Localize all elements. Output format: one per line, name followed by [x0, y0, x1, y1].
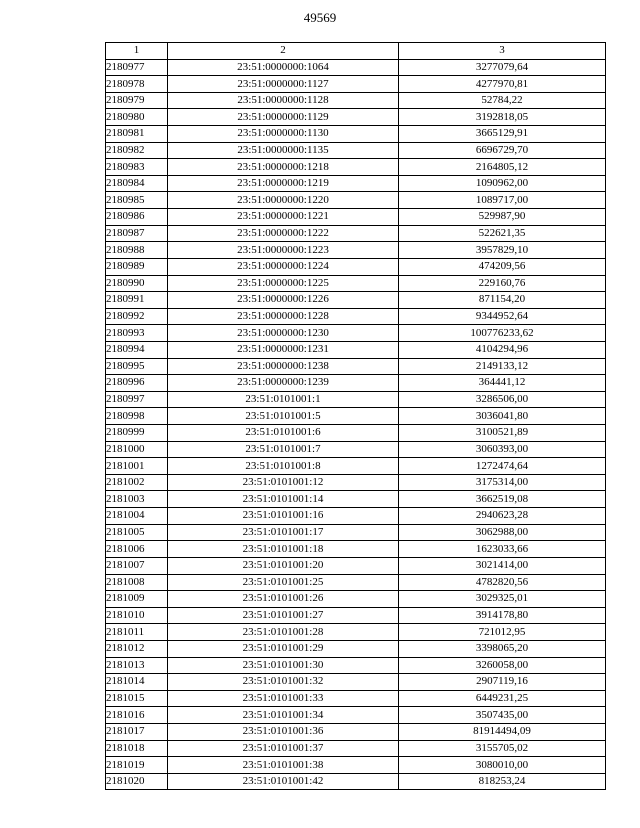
cadastral-number-cell: 23:51:0101001:7 — [168, 441, 399, 458]
row-number-cell: 2180994 — [106, 341, 168, 358]
row-number-cell: 2180993 — [106, 325, 168, 342]
cadastral-value-cell: 3507435,00 — [399, 707, 606, 724]
table-row — [106, 408, 606, 425]
row-number-cell: 2180979 — [106, 92, 168, 109]
table-row — [106, 491, 606, 508]
cadastral-number-cell: 23:51:0101001:20 — [168, 557, 399, 574]
table-row — [106, 209, 606, 226]
row-number-cell: 2181006 — [106, 541, 168, 558]
cadastral-value-cell: 4277970,81 — [399, 76, 606, 93]
table-row — [106, 142, 606, 159]
table-row — [106, 624, 606, 641]
header-column-3: 3 — [399, 43, 606, 60]
cadastral-value-cell: 871154,20 — [399, 292, 606, 309]
row-number-cell: 2181010 — [106, 607, 168, 624]
row-number-cell: 2180997 — [106, 391, 168, 408]
row-number-cell: 2180991 — [106, 292, 168, 309]
row-number-cell: 2180999 — [106, 425, 168, 442]
cadastral-value-cell: 3062988,00 — [399, 524, 606, 541]
row-number-cell: 2180992 — [106, 308, 168, 325]
table-row — [106, 391, 606, 408]
row-number-cell: 2181000 — [106, 441, 168, 458]
table-row — [106, 258, 606, 275]
row-number-cell: 2181019 — [106, 757, 168, 774]
row-number-cell: 2180988 — [106, 242, 168, 259]
cadastral-value-cell: 818253,24 — [399, 773, 606, 790]
cadastral-number-cell: 23:51:0000000:1222 — [168, 225, 399, 242]
cadastral-value-cell: 229160,76 — [399, 275, 606, 292]
row-number-cell: 2180977 — [106, 59, 168, 76]
cadastral-value-cell: 3662519,08 — [399, 491, 606, 508]
cadastral-value-cell: 3957829,10 — [399, 242, 606, 259]
header-column-1: 1 — [106, 43, 168, 60]
cadastral-number-cell: 23:51:0000000:1225 — [168, 275, 399, 292]
cadastral-number-cell: 23:51:0101001:26 — [168, 591, 399, 608]
cadastral-number-cell: 23:51:0101001:14 — [168, 491, 399, 508]
cadastral-value-cell: 6696729,70 — [399, 142, 606, 159]
cadastral-number-cell: 23:51:0101001:5 — [168, 408, 399, 425]
cadastral-value-cell: 4782820,56 — [399, 574, 606, 591]
row-number-cell: 2180981 — [106, 126, 168, 143]
cadastral-value-cell: 52784,22 — [399, 92, 606, 109]
row-number-cell: 2181008 — [106, 574, 168, 591]
cadastral-value-cell: 2907119,16 — [399, 674, 606, 691]
table-row — [106, 109, 606, 126]
table-row — [106, 508, 606, 525]
header-column-2: 2 — [168, 43, 399, 60]
table-row — [106, 76, 606, 93]
table-row — [106, 242, 606, 259]
cadastral-number-cell: 23:51:0000000:1231 — [168, 341, 399, 358]
cadastral-value-cell: 3080010,00 — [399, 757, 606, 774]
cadastral-value-cell: 3029325,01 — [399, 591, 606, 608]
cadastral-number-cell: 23:51:0101001:37 — [168, 740, 399, 757]
cadastral-number-cell: 23:51:0101001:29 — [168, 640, 399, 657]
cadastral-number-cell: 23:51:0101001:28 — [168, 624, 399, 641]
cadastral-number-cell: 23:51:0101001:34 — [168, 707, 399, 724]
table-row — [106, 674, 606, 691]
cadastral-number-cell: 23:51:0000000:1220 — [168, 192, 399, 209]
cadastral-value-cell: 2164805,12 — [399, 159, 606, 176]
cadastral-number-cell: 23:51:0000000:1224 — [168, 258, 399, 275]
table-row — [106, 159, 606, 176]
row-number-cell: 2181020 — [106, 773, 168, 790]
cadastral-value-cell: 100776233,62 — [399, 325, 606, 342]
cadastral-value-cell: 3060393,00 — [399, 441, 606, 458]
cadastral-number-cell: 23:51:0000000:1223 — [168, 242, 399, 259]
cadastral-number-cell: 23:51:0000000:1226 — [168, 292, 399, 309]
cadastral-value-cell: 9344952,64 — [399, 308, 606, 325]
cadastral-number-cell: 23:51:0000000:1239 — [168, 375, 399, 392]
cadastral-value-cell: 3277079,64 — [399, 59, 606, 76]
cadastral-number-cell: 23:51:0101001:1 — [168, 391, 399, 408]
table-row — [106, 59, 606, 76]
row-number-cell: 2181015 — [106, 690, 168, 707]
table-row — [106, 325, 606, 342]
cadastral-value-cell: 3192818,05 — [399, 109, 606, 126]
table-row — [106, 92, 606, 109]
table-row — [106, 591, 606, 608]
cadastral-value-cell: 6449231,25 — [399, 690, 606, 707]
table-row — [106, 458, 606, 475]
cadastral-value-cell: 364441,12 — [399, 375, 606, 392]
table-row — [106, 707, 606, 724]
table-header — [106, 43, 606, 60]
cadastral-number-cell: 23:51:0101001:18 — [168, 541, 399, 558]
cadastral-number-cell: 23:51:0000000:1129 — [168, 109, 399, 126]
row-number-cell: 2181014 — [106, 674, 168, 691]
cadastral-value-cell: 3286506,00 — [399, 391, 606, 408]
row-number-cell: 2180985 — [106, 192, 168, 209]
row-number-cell: 2181013 — [106, 657, 168, 674]
cadastral-number-cell: 23:51:0000000:1228 — [168, 308, 399, 325]
cadastral-number-cell: 23:51:0101001:12 — [168, 474, 399, 491]
cadastral-value-cell: 1272474,64 — [399, 458, 606, 475]
table-row — [106, 126, 606, 143]
cadastral-number-cell: 23:51:0101001:25 — [168, 574, 399, 591]
row-number-cell: 2180987 — [106, 225, 168, 242]
table-row — [106, 657, 606, 674]
table-row — [106, 723, 606, 740]
cadastral-value-cell: 1089717,00 — [399, 192, 606, 209]
row-number-cell: 2181009 — [106, 591, 168, 608]
cadastral-number-cell: 23:51:0000000:1127 — [168, 76, 399, 93]
cadastral-value-table — [105, 42, 606, 790]
cadastral-number-cell: 23:51:0101001:32 — [168, 674, 399, 691]
cadastral-value-cell: 522621,35 — [399, 225, 606, 242]
row-number-cell: 2181004 — [106, 508, 168, 525]
cadastral-value-cell: 3100521,89 — [399, 425, 606, 442]
table-row — [106, 425, 606, 442]
row-number-cell: 2180989 — [106, 258, 168, 275]
row-number-cell: 2180983 — [106, 159, 168, 176]
table-row — [106, 690, 606, 707]
cadastral-number-cell: 23:51:0101001:17 — [168, 524, 399, 541]
cadastral-number-cell: 23:51:0000000:1130 — [168, 126, 399, 143]
row-number-cell: 2181002 — [106, 474, 168, 491]
cadastral-number-cell: 23:51:0000000:1238 — [168, 358, 399, 375]
table-row — [106, 773, 606, 790]
cadastral-value-cell: 3665129,91 — [399, 126, 606, 143]
cadastral-value-cell: 4104294,96 — [399, 341, 606, 358]
row-number-cell: 2180982 — [106, 142, 168, 159]
table-row — [106, 541, 606, 558]
row-number-cell: 2180990 — [106, 275, 168, 292]
cadastral-value-cell: 2940623,28 — [399, 508, 606, 525]
row-number-cell: 2181003 — [106, 491, 168, 508]
table-row — [106, 175, 606, 192]
row-number-cell: 2180984 — [106, 175, 168, 192]
cadastral-number-cell: 23:51:0101001:27 — [168, 607, 399, 624]
header-row — [106, 43, 606, 60]
table-body — [106, 59, 606, 790]
table-row — [106, 358, 606, 375]
cadastral-number-cell: 23:51:0000000:1064 — [168, 59, 399, 76]
table-row — [106, 308, 606, 325]
cadastral-number-cell: 23:51:0101001:36 — [168, 723, 399, 740]
row-number-cell: 2181005 — [106, 524, 168, 541]
cadastral-number-cell: 23:51:0101001:38 — [168, 757, 399, 774]
table-row — [106, 341, 606, 358]
row-number-cell: 2181007 — [106, 557, 168, 574]
table-row — [106, 225, 606, 242]
cadastral-number-cell: 23:51:0101001:6 — [168, 425, 399, 442]
table-row — [106, 640, 606, 657]
row-number-cell: 2180998 — [106, 408, 168, 425]
row-number-cell: 2181017 — [106, 723, 168, 740]
cadastral-value-cell: 1090962,00 — [399, 175, 606, 192]
cadastral-number-cell: 23:51:0101001:33 — [168, 690, 399, 707]
cadastral-number-cell: 23:51:0101001:8 — [168, 458, 399, 475]
cadastral-number-cell: 23:51:0101001:30 — [168, 657, 399, 674]
cadastral-number-cell: 23:51:0101001:16 — [168, 508, 399, 525]
cadastral-value-cell: 3398065,20 — [399, 640, 606, 657]
row-number-cell: 2180996 — [106, 375, 168, 392]
cadastral-number-cell: 23:51:0101001:42 — [168, 773, 399, 790]
cadastral-value-cell: 3260058,00 — [399, 657, 606, 674]
cadastral-value-cell: 3914178,80 — [399, 607, 606, 624]
row-number-cell: 2181018 — [106, 740, 168, 757]
table-row — [106, 474, 606, 491]
table-row — [106, 557, 606, 574]
table-row — [106, 275, 606, 292]
row-number-cell: 2181001 — [106, 458, 168, 475]
cadastral-number-cell: 23:51:0000000:1219 — [168, 175, 399, 192]
cadastral-value-cell: 721012,95 — [399, 624, 606, 641]
cadastral-value-cell: 3036041,80 — [399, 408, 606, 425]
row-number-cell: 2180986 — [106, 209, 168, 226]
cadastral-value-cell: 529987,90 — [399, 209, 606, 226]
table-row — [106, 740, 606, 757]
cadastral-number-cell: 23:51:0000000:1128 — [168, 92, 399, 109]
table-row — [106, 524, 606, 541]
row-number-cell: 2180995 — [106, 358, 168, 375]
cadastral-value-cell: 474209,56 — [399, 258, 606, 275]
cadastral-value-cell: 81914494,09 — [399, 723, 606, 740]
row-number-cell: 2181011 — [106, 624, 168, 641]
row-number-cell: 2180978 — [106, 76, 168, 93]
table-row — [106, 375, 606, 392]
cadastral-number-cell: 23:51:0000000:1135 — [168, 142, 399, 159]
row-number-cell: 2181012 — [106, 640, 168, 657]
cadastral-number-cell: 23:51:0000000:1230 — [168, 325, 399, 342]
cadastral-value-cell: 2149133,12 — [399, 358, 606, 375]
cadastral-value-cell: 3021414,00 — [399, 557, 606, 574]
cadastral-value-cell: 3175314,00 — [399, 474, 606, 491]
cadastral-number-cell: 23:51:0000000:1221 — [168, 209, 399, 226]
row-number-cell: 2181016 — [106, 707, 168, 724]
table-row — [106, 292, 606, 309]
table-row — [106, 574, 606, 591]
page-number: 49569 — [303, 10, 337, 25]
cadastral-number-cell: 23:51:0000000:1218 — [168, 159, 399, 176]
table-row — [106, 757, 606, 774]
cadastral-value-cell: 1623033,66 — [399, 541, 606, 558]
table-row — [106, 192, 606, 209]
table-row — [106, 607, 606, 624]
row-number-cell: 2180980 — [106, 109, 168, 126]
cadastral-value-cell: 3155705,02 — [399, 740, 606, 757]
table-row — [106, 441, 606, 458]
